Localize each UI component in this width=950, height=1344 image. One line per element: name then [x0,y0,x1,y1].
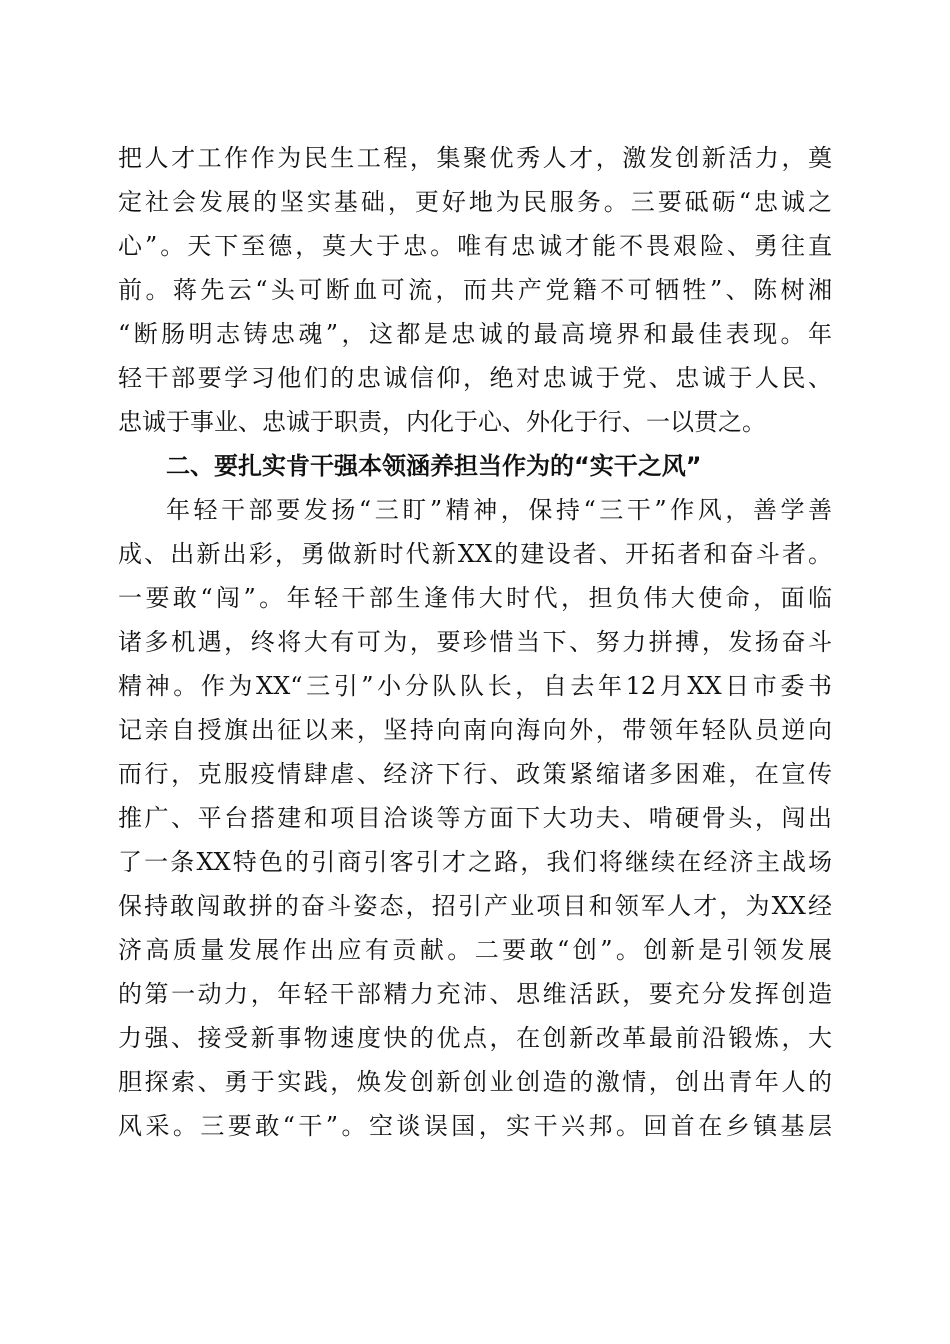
paragraph-line: 前。蒋先云“头可断血可流，而共产党籍不可牺牲”、陈树湘 [118,276,832,304]
paragraph-line: 定社会发展的坚实基础，更好地为民服务。三要砥砺“忠诚之 [118,188,832,216]
paragraph-line: 精神。作为XX“三引”小分队队长，自去年12月XX日市委书 [118,672,832,700]
paragraph-line: 风采。三要敢“干”。空谈误国，实干兴邦。回首在乡镇基层 [118,1112,832,1140]
paragraph-line: 轻干部要学习他们的忠诚信仰，绝对忠诚于党、忠诚于人民、 [118,364,832,392]
paragraph-1 [118,136,832,444]
paragraph-line: 而行，克服疫情肆虐、经济下行、政策紧缩诸多困难，在宣传 [118,760,832,788]
paragraph-line: 胆探索、勇于实践，焕发创新创业创造的激情，创出青年人的 [118,1068,832,1096]
paragraph-line: 记亲自授旗出征以来，坚持向南向海向外，带领年轻队员逆向 [118,716,832,744]
paragraph-line: 的第一动力，年轻干部精力充沛、思维活跃，要充分发挥创造 [118,980,832,1008]
paragraph-line: 年轻干部要发扬“三盯”精神，保持“三干”作风，善学善 [166,496,832,524]
paragraph-line: 推广、平台搭建和项目洽谈等方面下大功夫、啃硬骨头，闯出 [118,804,832,832]
document-body [118,136,832,1148]
paragraph-line: 心”。天下至德，莫大于忠。唯有忠诚才能不畏艰险、勇往直 [118,232,832,260]
paragraph-2 [118,488,832,1148]
paragraph-line: “断肠明志铸忠魂”，这都是忠诚的最高境界和最佳表现。年 [118,320,832,348]
paragraph-line: 了一条XX特色的引商引客引才之路，我们将继续在经济主战场 [118,848,832,876]
paragraph-line: 诸多机遇，终将大有可为，要珍惜当下、努力拼搏，发扬奋斗 [118,628,832,656]
paragraph-line: 保持敢闯敢拼的奋斗姿态，招引产业项目和领军人才，为XX经 [118,892,832,920]
paragraph-line: 济高质量发展作出应有贡献。二要敢“创”。创新是引领发展 [118,936,832,964]
paragraph-line: 把人才工作作为民生工程，集聚优秀人才，激发创新活力，奠 [118,144,832,172]
paragraph-line: 成、出新出彩，勇做新时代新XX的建设者、开拓者和奋斗者。 [118,540,832,568]
paragraph-line: 一要敢“闯”。年轻干部生逢伟大时代，担负伟大使命，面临 [118,584,832,612]
paragraph-line: 忠诚于事业、忠诚于职责，内化于心、外化于行、一以贯之。 [118,408,766,436]
paragraph-line: 力强、接受新事物速度快的优点，在创新改革最前沿锻炼，大 [118,1024,832,1052]
section-heading: 二、要扎实肯干强本领涵养担当作为的“实干之风” [166,452,702,480]
